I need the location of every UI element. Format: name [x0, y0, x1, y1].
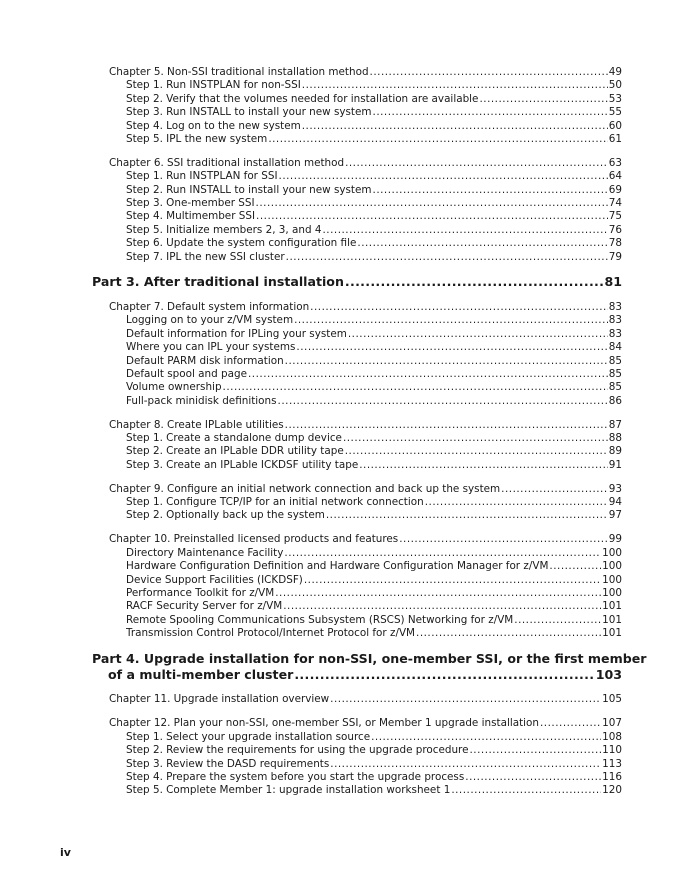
toc-subentry[interactable] — [126, 368, 622, 381]
toc-entry-page: 84 — [608, 341, 622, 354]
dot-leader — [540, 717, 601, 730]
toc-subentry[interactable] — [126, 784, 622, 797]
toc-entry-page: 83 — [608, 314, 622, 327]
toc-chapter-entry[interactable] — [109, 301, 622, 314]
toc-chapter-entry[interactable] — [109, 717, 622, 730]
toc-chapter-entry[interactable] — [109, 533, 622, 546]
toc-entry-title: Step 3. Run INSTALL to install your new system — [126, 106, 372, 119]
dot-leader — [283, 600, 601, 613]
toc-entry-title: Full-pack minidisk definitions — [126, 394, 277, 407]
dot-leader — [549, 560, 601, 573]
toc-subentry[interactable] — [126, 106, 622, 119]
toc-entry-page: 101 — [602, 613, 622, 626]
dot-leader — [294, 314, 608, 327]
dot-leader — [371, 731, 601, 744]
toc-spacer — [92, 290, 622, 301]
toc-entry-title: Remote Spooling Communications Subsystem (RSCS) Networking for z/VM — [126, 613, 514, 626]
toc-entry-page: 76 — [608, 223, 622, 236]
toc-subentry[interactable] — [126, 509, 622, 522]
toc-subentry[interactable] — [126, 328, 622, 341]
toc-entry-page: 97 — [608, 509, 622, 522]
toc-entry-page: 79 — [608, 250, 622, 263]
toc-entry-title: Logging on to your z/VM system — [126, 314, 294, 327]
dot-leader — [348, 328, 608, 341]
toc-entry-title: Step 5. Complete Member 1: upgrade installation worksheet 1 — [126, 784, 451, 797]
dot-leader — [399, 533, 608, 546]
dot-leader — [357, 237, 607, 250]
toc-subentry[interactable] — [126, 459, 622, 472]
toc-subentry[interactable] — [126, 197, 622, 210]
toc-part-title-line1: Part 4. Upgrade installation for non-SSI, one-member SSI, or the first member — [92, 650, 647, 666]
dot-leader — [330, 693, 601, 706]
toc-entry-title: Step 1. Run INSTPLAN for non-SSI — [126, 79, 301, 92]
toc-entry-page: 113 — [602, 757, 622, 770]
toc-entry-title: Step 2. Optionally back up the system — [126, 509, 325, 522]
toc-entry-title: Chapter 9. Configure an initial network connection and back up the system — [109, 482, 501, 495]
dot-leader — [223, 381, 608, 394]
toc-subentry[interactable] — [126, 184, 622, 197]
toc-entry-title: Step 3. Review the DASD requirements — [126, 757, 330, 770]
toc-entry-page: 105 — [602, 693, 622, 706]
toc-subentry[interactable] — [126, 170, 622, 183]
toc-entry-page: 83 — [608, 300, 622, 313]
table-of-contents — [92, 66, 647, 798]
toc-entry-title: Transmission Control Protocol/Internet Protocol for z/VM — [126, 627, 416, 640]
dot-leader — [304, 574, 601, 587]
toc-entry-page: 107 — [602, 717, 622, 730]
dot-leader — [345, 274, 604, 290]
dot-leader — [451, 784, 601, 797]
toc-entry-page: 85 — [608, 354, 622, 367]
toc-entry-page: 86 — [608, 394, 622, 407]
toc-entry-title: Step 3. One-member SSI — [126, 197, 255, 210]
toc-entry-page: 50 — [608, 79, 622, 92]
toc-entry-title: Chapter 12. Plan your non-SSI, one-member SSI, or Member 1 upgrade installation — [109, 717, 539, 730]
toc-spacer — [92, 683, 622, 694]
dot-leader — [302, 120, 608, 133]
toc-entry-title: Default PARM disk information — [126, 354, 284, 367]
toc-entry-page: 100 — [602, 573, 622, 586]
toc-spacer — [92, 707, 622, 718]
dot-leader — [501, 483, 608, 496]
toc-entry-title: Step 5. Initialize members 2, 3, and 4 — [126, 223, 322, 236]
dot-leader — [479, 93, 607, 106]
toc-entry-page: 89 — [608, 445, 622, 458]
dot-leader — [256, 210, 608, 223]
toc-entry-title: Step 4. Multimember SSI — [126, 210, 256, 223]
toc-entry-page: 99 — [608, 533, 622, 546]
toc-entry-title: Volume ownership — [126, 381, 222, 394]
dot-leader — [302, 79, 608, 92]
dot-leader — [359, 459, 608, 472]
toc-subentry[interactable] — [126, 432, 622, 445]
toc-entry-title: Chapter 6. SSI traditional installation method — [109, 156, 345, 169]
toc-entry-page: 81 — [604, 274, 622, 290]
toc-chapter-entry[interactable] — [109, 483, 622, 496]
dot-leader — [285, 355, 608, 368]
toc-subentry[interactable] — [126, 93, 622, 106]
toc-entry-title: Step 6. Update the system configuration file — [126, 237, 357, 250]
toc-subentry[interactable] — [126, 587, 622, 600]
toc-entry-page: 91 — [608, 458, 622, 471]
dot-leader — [345, 157, 608, 170]
toc-entry-title: Step 4. Log on to the new system — [126, 119, 301, 132]
dot-leader — [469, 744, 601, 757]
toc-entry-page: 100 — [602, 560, 622, 573]
toc-entry-title: Step 5. IPL the new system — [126, 132, 268, 145]
toc-subentry[interactable] — [126, 547, 622, 560]
toc-spacer — [92, 523, 622, 534]
toc-entry-title: Step 2. Review the requirements for using the upgrade procedure — [126, 744, 469, 757]
toc-subentry[interactable] — [126, 120, 622, 133]
toc-entry-page: 83 — [608, 327, 622, 340]
dot-leader — [286, 251, 608, 264]
toc-entry-page: 93 — [608, 482, 622, 495]
toc-chapter-entry[interactable] — [109, 157, 622, 170]
toc-subentry[interactable] — [126, 560, 622, 573]
toc-entry-title: Chapter 10. Preinstalled licensed products and features — [109, 533, 399, 546]
dot-leader — [343, 432, 608, 445]
toc-entry-title: Step 2. Create an IPLable DDR utility tape — [126, 445, 344, 458]
dot-leader — [284, 547, 601, 560]
toc-entry-title: Hardware Configuration Definition and Hardware Configuration Manager for z/VM — [126, 560, 549, 573]
toc-subentry[interactable] — [126, 496, 622, 509]
dot-leader — [514, 614, 601, 627]
dot-leader — [425, 496, 608, 509]
dot-leader — [416, 627, 601, 640]
toc-subentry[interactable] — [126, 355, 622, 368]
dot-leader — [373, 184, 608, 197]
toc-subentry[interactable] — [126, 210, 622, 223]
toc-part-entry[interactable] — [92, 650, 647, 683]
toc-entry-title: Step 1. Run INSTPLAN for SSI — [126, 170, 278, 183]
toc-entry-page: 94 — [608, 496, 622, 509]
dot-leader — [370, 66, 608, 79]
toc-entry-page: 100 — [602, 546, 622, 559]
dot-leader — [310, 301, 608, 314]
toc-entry-title: Default information for IPLing your system — [126, 327, 347, 340]
page-number-folio: iv — [60, 846, 71, 859]
toc-entry-title: Chapter 8. Create IPLable utilities — [109, 418, 284, 431]
dot-leader — [330, 758, 601, 771]
toc-subentry[interactable] — [126, 731, 622, 744]
toc-subentry[interactable] — [126, 445, 622, 458]
toc-entry-page: 116 — [602, 770, 622, 783]
toc-subentry[interactable] — [126, 224, 622, 237]
toc-subentry[interactable] — [126, 251, 622, 264]
toc-entry-page: 101 — [602, 600, 622, 613]
toc-subentry[interactable] — [126, 395, 622, 408]
dot-leader — [326, 509, 608, 522]
toc-entry-title: Step 4. Prepare the system before you start the upgrade process — [126, 770, 465, 783]
dot-leader — [275, 587, 601, 600]
toc-entry-title: Step 1. Select your upgrade installation source — [126, 730, 371, 743]
toc-entry-page: 53 — [608, 92, 622, 105]
toc-entry-page: 55 — [608, 106, 622, 119]
toc-spacer — [92, 640, 622, 651]
dot-leader — [345, 445, 608, 458]
toc-entry-page: 101 — [602, 627, 622, 640]
toc-entry-page: 63 — [608, 156, 622, 169]
dot-leader — [248, 368, 608, 381]
dot-leader — [296, 341, 607, 354]
toc-entry-title: Chapter 7. Default system information — [109, 300, 310, 313]
toc-entry-page: 61 — [608, 132, 622, 145]
toc-spacer — [92, 408, 622, 419]
toc-spacer — [92, 472, 622, 483]
toc-subentry[interactable] — [126, 771, 622, 784]
dot-leader — [278, 395, 608, 408]
dot-leader — [294, 667, 594, 683]
toc-entry-page: 100 — [602, 586, 622, 599]
toc-entry-page: 108 — [602, 730, 622, 743]
toc-entry-page: 75 — [608, 210, 622, 223]
dot-leader — [285, 419, 608, 432]
toc-spacer — [92, 264, 622, 275]
toc-part-title-line2 — [108, 667, 622, 683]
toc-entry-page: 74 — [608, 197, 622, 210]
toc-entry-page: 85 — [608, 381, 622, 394]
dot-leader — [279, 170, 608, 183]
toc-entry-title: Step 2. Run INSTALL to install your new system — [126, 183, 372, 196]
toc-subentry[interactable] — [126, 79, 622, 92]
toc-entry-page: 103 — [595, 666, 622, 682]
toc-spacer — [92, 146, 622, 157]
dot-leader — [268, 133, 607, 146]
dot-leader — [322, 224, 607, 237]
toc-part-entry[interactable] — [92, 274, 622, 290]
dot-leader — [373, 106, 608, 119]
toc-entry-title: Part 3. After traditional installation — [92, 274, 344, 290]
dot-leader — [465, 771, 601, 784]
toc-entry-title: Step 7. IPL the new SSI cluster — [126, 250, 285, 263]
toc-subentry[interactable] — [126, 237, 622, 250]
toc-subentry[interactable] — [126, 133, 622, 146]
toc-entry-title: Step 3. Create an IPLable ICKDSF utility tape — [126, 458, 359, 471]
toc-entry-page: 78 — [608, 237, 622, 250]
toc-subentry[interactable] — [126, 600, 622, 613]
toc-entry-title: of a multi-member cluster — [108, 666, 294, 682]
toc-entry-title: Directory Maintenance Facility — [126, 546, 284, 559]
toc-entry-title: Step 2. Verify that the volumes needed for installation are available — [126, 92, 479, 105]
toc-subentry[interactable] — [126, 574, 622, 587]
toc-subentry[interactable] — [126, 614, 622, 627]
toc-subentry[interactable] — [126, 744, 622, 757]
toc-entry-title: Step 1. Configure TCP/IP for an initial network connection — [126, 496, 424, 509]
toc-entry-page: 49 — [608, 66, 622, 78]
toc-entry-page: 85 — [608, 367, 622, 380]
toc-entry-page: 87 — [608, 418, 622, 431]
toc-entry-page: 60 — [608, 119, 622, 132]
toc-subentry[interactable] — [126, 627, 622, 640]
toc-entry-title: Device Support Facilities (ICKDSF) — [126, 573, 303, 586]
toc-entry-title: Default spool and page — [126, 367, 247, 380]
toc-entry-title: Chapter 11. Upgrade installation overview — [109, 693, 330, 706]
toc-entry-title: Step 1. Create a standalone dump device — [126, 431, 342, 444]
toc-entry-title: Performance Toolkit for z/VM — [126, 586, 275, 599]
toc-entry-page: 88 — [608, 431, 622, 444]
toc-entry-title: Where you can IPL your systems — [126, 341, 296, 354]
toc-subentry[interactable] — [126, 314, 622, 327]
toc-entry-page: 110 — [602, 744, 622, 757]
toc-entry-title: RACF Security Server for z/VM — [126, 600, 283, 613]
toc-chapter-entry[interactable] — [109, 419, 622, 432]
toc-entry-page: 69 — [608, 183, 622, 196]
toc-entry-title: Chapter 5. Non-SSI traditional installation method — [109, 66, 369, 78]
toc-chapter-entry[interactable] — [109, 693, 622, 706]
toc-chapter-entry[interactable] — [109, 66, 622, 79]
toc-subentry[interactable] — [126, 381, 622, 394]
toc-entry-page: 120 — [602, 784, 622, 797]
toc-subentry[interactable] — [126, 341, 622, 354]
toc-entry-page: 64 — [608, 170, 622, 183]
toc-subentry[interactable] — [126, 758, 622, 771]
dot-leader — [256, 197, 608, 210]
